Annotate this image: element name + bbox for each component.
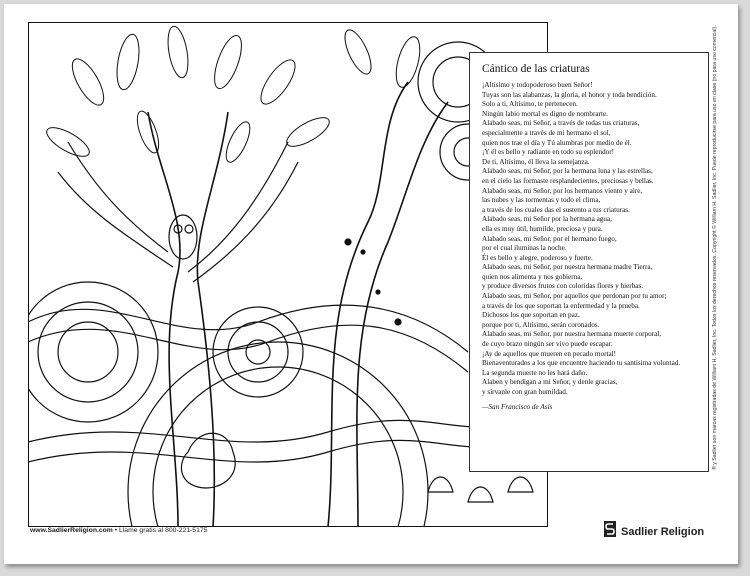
poem-body (482, 81, 700, 398)
poem-line: a través de los que soportan la enfermedad y la prueba. (482, 301, 640, 310)
sadlier-logo (604, 521, 704, 542)
poem-line: ¡Y él es bello y radiante en todo su esplendor! (482, 148, 615, 157)
poem-line: de cuyo brazo ningún ser vivo puede escapar. (482, 340, 613, 349)
poem-line: ¡Altísimo y todopoderoso buen Señor! (482, 81, 593, 89)
poem-line: Alabado seas, mi Señor por la hermana agua, (482, 215, 612, 224)
poem-line: y sírvanle con gran humildad. (482, 388, 568, 396)
poem-line: a través de los cuales das el sustento a tus criaturas. (482, 205, 630, 214)
poem-line: en el cielo las formaste resplandecientes, preciosas y bellas. (482, 176, 654, 185)
poem-line: porque por ti, Altísimo, serán coronados. (482, 320, 600, 329)
poem-line: Alaben y bendigan a mi Señor, y denle gracias, (482, 378, 618, 387)
poem-line: y produce diversos frutos con coloridas flores y hierbas. (482, 282, 644, 291)
poem-line: Solo a ti, Altísimo, te pertenecen. (482, 100, 578, 109)
poem-author: —San Francisco de Asís (482, 402, 553, 411)
brand-name: Sadlier Religion (621, 525, 705, 538)
poem-line: Alabado seas, mi Señor, por nuestra hermana madre Tierra, (482, 263, 653, 272)
poem-line: Tuyas son las alabanzas, la gloria, el honor y toda bendición. (482, 90, 657, 99)
poem-line: Alabado seas, mi Señor, a través de todas tus criaturas, (482, 119, 640, 128)
poem-line: Ningún labio mortal es digno de nombrarte. (482, 109, 608, 118)
poem-line: ella es muy útil, humilde, preciosa y pura. (482, 224, 603, 233)
poem-line: Alabado seas, mi Señor, por la hermana luna y las estrellas, (482, 167, 653, 176)
poem-line: especialmente a través de mi hermano el sol, (482, 128, 611, 137)
footer-phone: Llame gratis al 800-221-5175 (119, 527, 208, 534)
sadlier-s-icon (604, 521, 616, 542)
poem-text-box (469, 52, 709, 472)
poem-title: Cántico de las criaturas (482, 63, 590, 75)
coloring-page (4, 4, 738, 564)
poem-line: Alabado seas, mi Señor, por los hermanos viento y aire, (482, 186, 643, 195)
poem-line: Dichosos los que soportan en paz, (482, 311, 580, 320)
poem-line: quien nos alimenta y nos gobierna, (482, 272, 583, 281)
poem-line: La segunda muerte no les hará daño. (482, 368, 588, 377)
footer-separator: • (114, 527, 118, 534)
footer (30, 527, 207, 534)
poem-line: Bienaventurados a los que encuentre haciendo tu santísima voluntad. (482, 359, 681, 368)
poem-line: Alabado seas, mi Señor, por aquellos que perdonan por tu amor; (482, 292, 667, 301)
poem-line: ¡Ay de aquellos que mueren en pecado mortal! (482, 349, 617, 358)
poem-line: quien nos trae el día y Tú alumbras por medio de él. (482, 138, 632, 147)
poem-line: Alabado seas, mi Señor, por el hermano fuego, (482, 234, 617, 243)
footer-website[interactable]: www.SadlierReligion.com (30, 527, 113, 534)
poem-line: las nubes y las tormentas y todo el clima, (482, 196, 601, 205)
copyright-notice (698, 25, 718, 472)
poem-line: por el cual iluminas la noche. (482, 244, 567, 253)
copyright-text: ® y Sadlier son marcas registradas de William H. Sadlier, Inc. Todos los derechos reservados. Copyright © William H. Sadlier, Inc. Puede reproducirse para uso en clase (no para uso comercial). (712, 25, 718, 470)
poem-line: Él es bello y alegre, poderoso y fuerte. (482, 253, 593, 262)
poem-line: Alabado seas, mi Señor, por nuestra hermana muerte corporal, (482, 330, 662, 339)
poem-line: De ti, Altísimo, él lleva la semejanza. (482, 157, 590, 166)
